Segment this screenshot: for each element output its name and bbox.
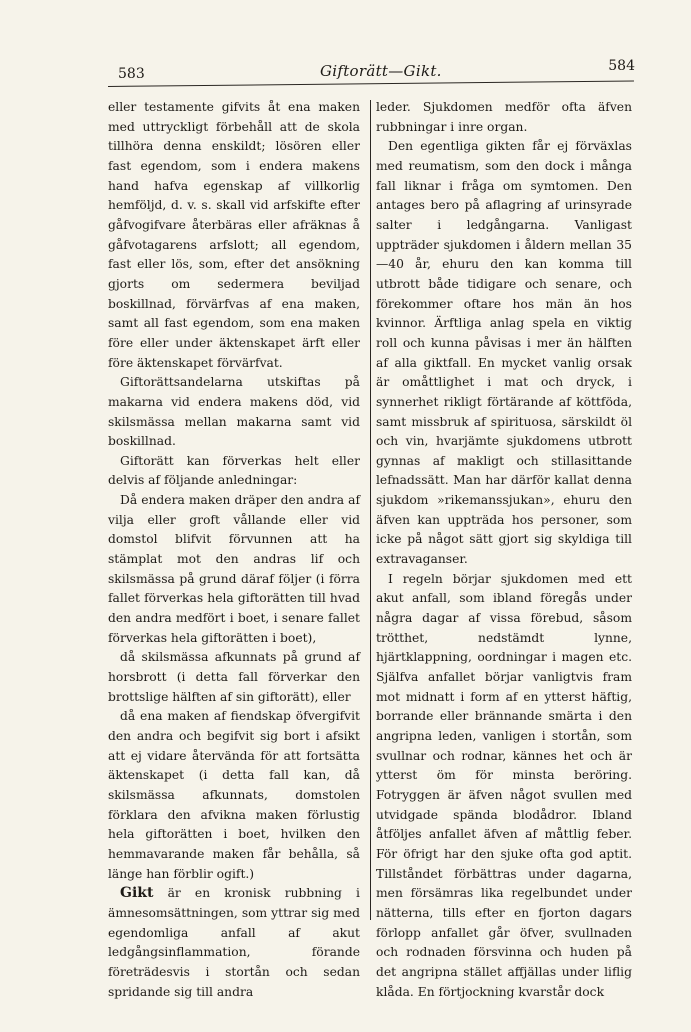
column-divider bbox=[370, 100, 371, 920]
left-paragraph-6: då ena maken af fiendskap öfvergifvit den andra och begifvit sig bort i afsikt att ej vidare återvända för att fortsätta äktenskapet (i detta fall kan, då skilsmässa afkunnats, domstolen förklara den afvikna maken förlustig hela giftorätten i boet, hvilken den hemmavarande maken får behålla, så länge han förblir ogift.) bbox=[108, 709, 360, 881]
running-title: Giftorätt—Gikt. bbox=[320, 62, 442, 80]
entry-gikt bbox=[108, 884, 360, 1002]
right-paragraph-3: I regeln börjar sjukdomen med ett akut anfall, som ibland föregås under några dagar af vissa förebud, såsom trötthet, nedstämdt lynne, hjärtklappning, oordningar i magen etc. Själfva anfallet börjar vanligtvis fram mot midnatt i form af en ytterst häftig, borrande eller brännande smärta i den angripna leden, vanligen i stortån, som svullnar och rodnar, kännes het och är ytterst öm för minsta beröring. Fotryggen är äfven något svullen med utvidgade spända blodådror. Ibland åtföljes anfallet äfven af måttlig feber. För öfrigt har den sjuke ofta god aptit. Tillståndet förbättras under dagarna, men försämras lika regelbundet under nätterna, tills efter en fjorton dagars förlopp anfallet går öfver, svullnaden och rodnaden försvinna och huden på det angripna stället affjällas under liflig klåda. En förtjockning kvarstår dock bbox=[376, 571, 632, 999]
entry-headword: Gikt bbox=[120, 885, 154, 902]
left-paragraph-2: Giftorättsandelarna utskiftas på makarna vid endera makens död, vid skilsmässa mellan makarna samt vid boskillnad. bbox=[108, 375, 360, 449]
left-paragraph-4: Då endera maken dräper den andra af vilja eller groft vållande eller vid domstol blifvit förvunnen att ha stämplat mot den andras lif och skilsmässa på grund däraf följer (i förra fallet förverkas hela giftorätten till hvad den andra medfört i boet, i senare fallet förverkas hela giftorätten i boet), bbox=[108, 493, 360, 645]
left-column bbox=[108, 98, 360, 1002]
right-paragraph-1: leder. Sjukdomen medför ofta äfven rubbningar i inre organ. bbox=[376, 100, 632, 134]
left-paragraph-1: eller testamente gifvits åt ena maken med uttryckligt förbehåll att de skola tillhöra denna enskildt; lösören eller fast egendom, som i endera makens hand hafva egenskap af villkorlig hemföljd, d. v. s. skall vid arfskifte efter gåfvogifvare återbäras eller afräknas å gåfvotagarens arfslott; all egendom, fast eller lös, som, efter det ansökning gjorts om sedermera beviljad boskillnad, förvärfvas af ena maken, samt all fast egendom, som ena maken före eller under äktenskapet ärft eller före äktenskapet förvärfvat. bbox=[108, 100, 360, 370]
entry-gikt-text: är en kronisk rubbning i ämnesomsättningen, som yttrar sig med egendomliga anfall af akut ledgångsinflammation, förande företrädesvis i stortån och sedan spridande sig till andra bbox=[108, 886, 360, 999]
left-paragraph-3: Giftorätt kan förverkas helt eller delvis af följande anledningar: bbox=[108, 453, 360, 488]
right-paragraph-2: Den egentliga gikten får ej förväxlas med reumatism, som den dock i många fall liknar i fråga om symtomen. Den antages bero på aflagring af urinsyrade salter i ledgångarna. Vanligast uppträder sjukdomen i åldern mellan 35—40 år, ehuru den kan komma till utbrott både tidigare och senare, och förekommer oftare hos män än hos kvinnor. Ärftliga anlag spela en viktig roll och kunna påvisas i mer än hälften af alla giktfall. En mycket vanlig orsak är omåttlighet i mat och dryck, i synnerhet rikligt förtärande af köttföda, samt missbruk af spirituosa, särskildt öl och vin, hvarjämte sjukdomens utbrott gynnas af makligt och stillasittande lefnadssätt. Man har därför kallat denna sjukdom »rikemanssjukan», ehuru den äfven kan uppträda hos personer, som icke på något sätt gjort sig skyldiga till extravaganser. bbox=[376, 139, 632, 567]
right-page-number: 584 bbox=[608, 58, 635, 74]
page-header bbox=[90, 58, 635, 84]
left-paragraph-5: då skilsmässa afkunnats på grund af horsbrott (i detta fall förverkar den brottslige hälften af sin giftorätt), eller bbox=[108, 650, 360, 704]
right-column bbox=[376, 98, 632, 1002]
left-page-number: 583 bbox=[118, 66, 145, 82]
